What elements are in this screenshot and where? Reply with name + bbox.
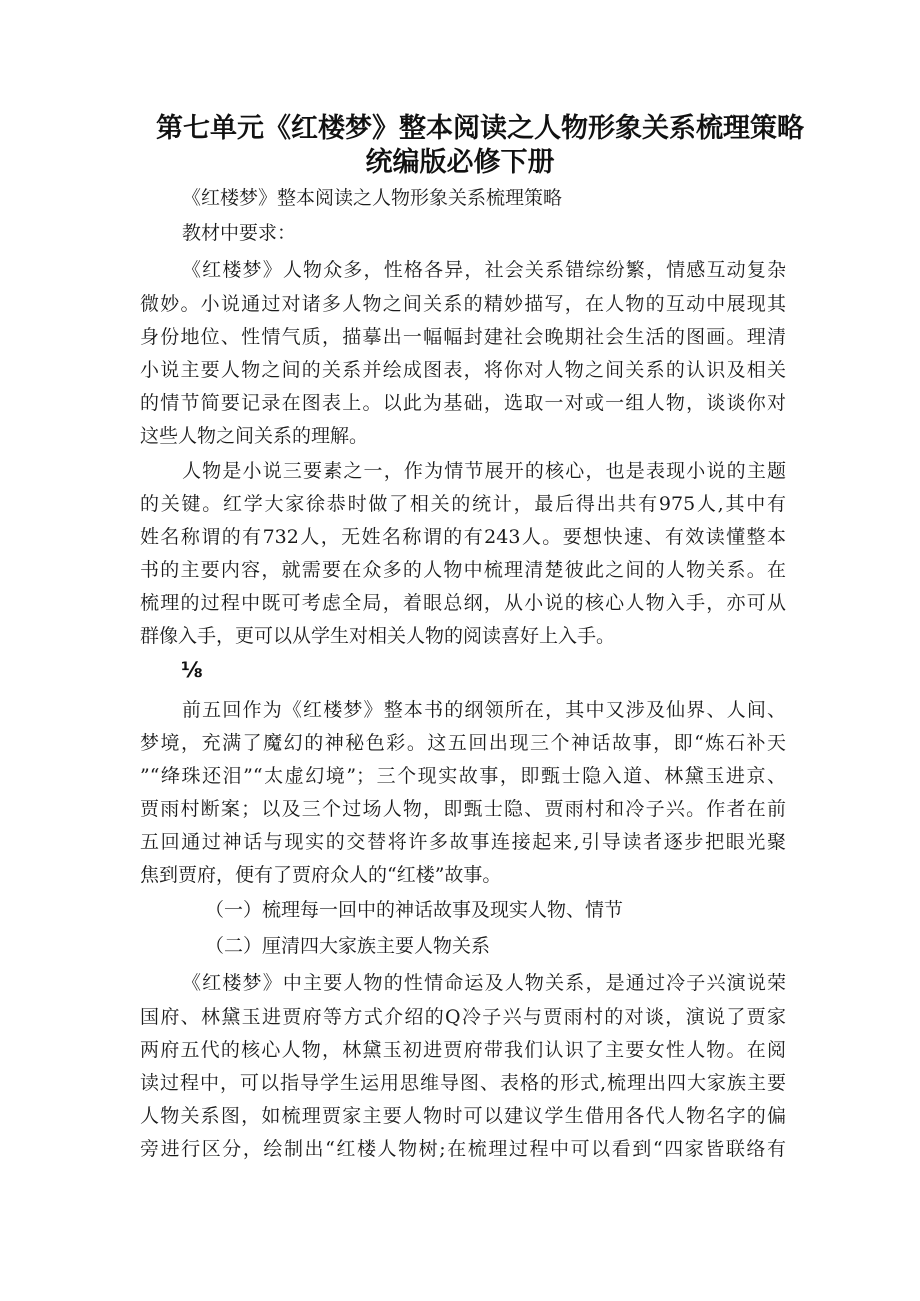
document-title-line2: 统编版必修下册 [365,147,555,178]
document-title-line1: 第七单元《红楼梦》整本阅读之人物形象关系梳理策略 [156,113,804,144]
paragraph-line: 旁进行区分，绘制出“红楼人物树;在梳理过程中可以看到“四家皆联络有 [140,1138,786,1160]
paragraph-line: 《红楼梦》人物众多，性格各异，社会关系错综纷繁，情感互动复杂 [182,259,786,281]
paragraph-line: 身份地位、性情气质，描摹出一幅幅封建社会晚期社会生活的图画。理清 [140,326,786,348]
paragraph-line: 的情节简要记录在图表上。以此为基础，选取一对或一组人物，谈谈你对 [140,392,786,414]
paragraph-line: 书的主要内容，就需要在众多的人物中梳理清楚彼此之间的人物关系。在 [140,559,786,581]
paragraph-line: 梳理的过程中既可考虑全局，着眼总纲，从小说的核心人物入手，亦可从 [140,592,786,614]
paragraph-line: 人物关系图，如梳理贾家主要人物时可以建议学生借用各代人物名字的偏 [140,1105,786,1127]
paragraph-line: ”“绛珠还泪”“太虚幻境”；三个现实故事，即甄士隐入道、林黛玉进京、 [140,765,786,787]
paragraph-line: 小说主要人物之间的关系并绘成图表，将你对人物之间关系的认识及相关 [140,359,786,381]
paragraph-line: 姓名称谓的有732人，无姓名称谓的有243人。要想快速、有效读懂整本 [140,526,786,548]
subtitle: 《红楼梦》整本阅读之人物形象关系梳理策略 [182,187,563,209]
paragraph-line: 前五回作为《红楼梦》整本书的纲领所在，其中又涉及仙界、人间、 [182,699,786,721]
paragraph-line: 这些人物之间关系的理解。 [140,425,369,447]
paragraph-line: 微妙。小说通过对诸多人物之间关系的精妙描写，在人物的互动中展现其 [140,293,786,315]
section-heading-1: （一）梳理每一回中的神话故事及现实人物、情节 [205,899,624,921]
paragraph-line: 贾雨村断案；以及三个过场人物，即甄士隐、贾雨村和冷子兴。作者在前 [140,798,786,820]
paragraph-line: 读过程中，可以指导学生运用思维导图、表格的形式,梳理出四大家族主要 [140,1072,786,1094]
paragraph-line: 群像入手，更可以从学生对相关人物的阅读喜好上入手。 [140,625,616,647]
paragraph-line: 焦到贾府，便有了贾府众人的“红楼”故事。 [140,864,502,886]
paragraph-line: 《红楼梦》中主要人物的性情命运及人物关系，是通过冷子兴演说荣 [182,972,786,994]
section-mark: ⅛ [181,658,203,682]
section-heading-2: （二）厘清四大家族主要人物关系 [205,935,491,957]
paragraph-line: 两府五代的核心人物，林黛玉初进贾府带我们认识了主要女性人物。在阅 [140,1039,786,1061]
paragraph-line: 梦境，充满了魔幻的神秘色彩。这五回出现三个神话故事，即“炼石补天 [140,732,786,754]
requirement-label: 教材中要求： [182,222,297,244]
paragraph-line: 人物是小说三要素之一，作为情节展开的核心，也是表现小说的主题 [182,460,786,482]
paragraph-line: 国府、林黛玉进贾府等方式介绍的Q冷子兴与贾雨村的对谈，演说了贾家 [140,1006,786,1028]
paragraph-line: 的关键。红学大家徐恭时做了相关的统计，最后得出共有975人,其中有 [140,493,786,515]
paragraph-line: 五回通过神话与现实的交替将许多故事连接起来,引导读者逐步把眼光聚 [140,831,786,853]
